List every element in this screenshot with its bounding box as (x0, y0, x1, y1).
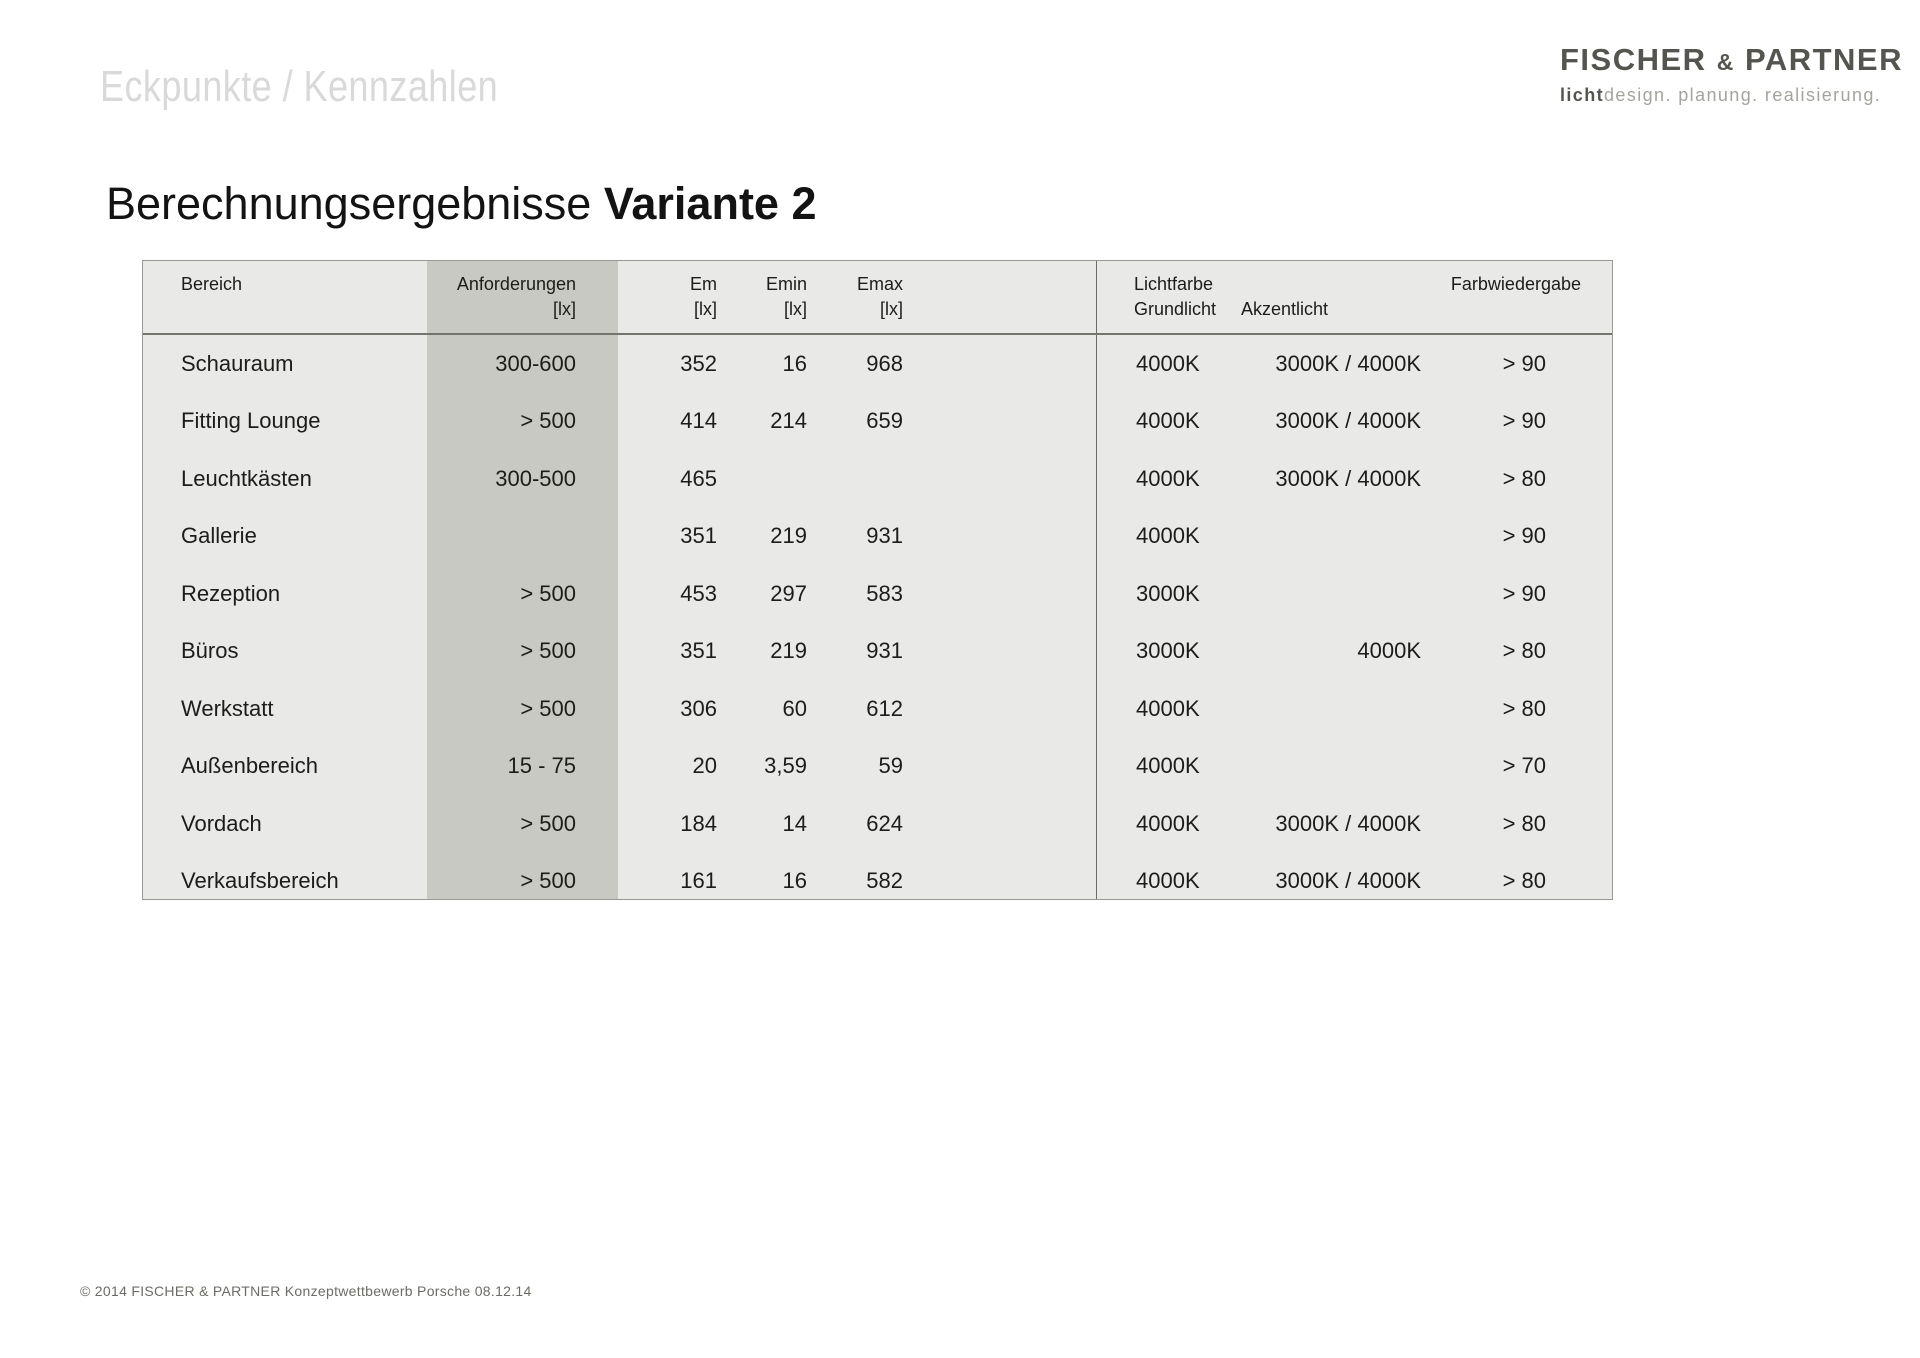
cell-bereich: Büros (181, 638, 239, 664)
cell-bereich: Verkaufsbereich (181, 868, 339, 894)
header-em-unit: [lx] (693, 299, 717, 319)
table-header-row (143, 261, 1612, 335)
cell-grundlicht: 4000K (1136, 695, 1200, 721)
header-emin (717, 272, 807, 333)
cell-akzentlicht: 3000K / 4000K (1275, 465, 1421, 491)
header-bereich: Bereich (181, 274, 243, 294)
cell-emax: 968 (866, 350, 903, 376)
header-akzentlicht (1241, 272, 1421, 333)
header-emax-unit: [lx] (879, 299, 903, 319)
cell-farbwiedergabe: > 90 (1502, 580, 1546, 606)
cell-grundlicht: 4000K (1136, 523, 1200, 549)
header-emax-line1: Emax (856, 274, 903, 294)
cell-farbwiedergabe: > 80 (1502, 810, 1546, 836)
cell-em: 161 (680, 868, 717, 894)
header-farbwiedergabe: Farbwiedergabe (1450, 274, 1581, 294)
cell-em: 414 (680, 408, 717, 434)
cell-emin: 14 (782, 810, 807, 836)
logo-tagline-rest: design. planung. realisierung. (1604, 85, 1882, 105)
cell-em: 453 (680, 580, 717, 606)
header-lichtfarbe-grundlicht (1096, 272, 1241, 333)
cell-farbwiedergabe: > 90 (1502, 523, 1546, 549)
copyright-footer: © 2014 FISCHER & PARTNER Konzeptwettbewerb Porsche 08.12.14 (80, 1283, 532, 1299)
cell-anforderungen: > 500 (520, 638, 576, 664)
logo-tagline-bold: licht (1560, 85, 1605, 105)
cell-akzentlicht: 3000K / 4000K (1275, 350, 1421, 376)
cell-emax: 624 (866, 810, 903, 836)
cell-bereich: Leuchtkästen (181, 465, 312, 491)
cell-grundlicht: 4000K (1136, 465, 1200, 491)
cell-anforderungen: > 500 (520, 810, 576, 836)
cell-bereich: Fitting Lounge (181, 408, 321, 434)
header-grundlicht: Grundlicht (1134, 299, 1217, 319)
cell-em: 352 (680, 350, 717, 376)
cell-emax: 583 (866, 580, 903, 606)
header-emax (807, 272, 903, 333)
cell-bereich: Vordach (181, 810, 262, 836)
cell-anforderungen: 300-600 (495, 350, 576, 376)
header-anforderungen (427, 272, 618, 333)
header-akzentlicht-empty-line (1241, 272, 1421, 297)
header-em-line1: Em (690, 274, 717, 294)
header-em (618, 272, 717, 333)
cell-emin: 219 (770, 638, 807, 664)
cell-anforderungen: > 500 (520, 408, 576, 434)
table-row-rezeption (143, 565, 1612, 623)
cell-akzentlicht: 3000K / 4000K (1275, 868, 1421, 894)
cell-em: 351 (680, 523, 717, 549)
table-row-schauraum (143, 335, 1612, 393)
table-row-aussenbereich (143, 738, 1612, 796)
cell-grundlicht: 3000K (1136, 580, 1200, 606)
cell-farbwiedergabe: > 80 (1502, 695, 1546, 721)
cell-em: 20 (692, 753, 717, 779)
cell-em: 306 (680, 695, 717, 721)
logo-word2: PARTNER (1744, 42, 1903, 77)
results-table (142, 260, 1613, 900)
cell-bereich: Außenbereich (181, 753, 318, 779)
logo-name (1560, 42, 1903, 78)
cell-farbwiedergabe: > 80 (1502, 465, 1546, 491)
table-row-vordach (143, 795, 1612, 853)
cell-emin: 60 (782, 695, 807, 721)
cell-grundlicht: 3000K (1136, 638, 1200, 664)
cell-emax: 931 (866, 638, 903, 664)
cell-emin: 16 (782, 350, 807, 376)
cell-emin: 297 (770, 580, 807, 606)
header-emin-unit: [lx] (783, 299, 807, 319)
cell-anforderungen: > 500 (520, 580, 576, 606)
cell-farbwiedergabe: > 80 (1502, 868, 1546, 894)
cell-grundlicht: 4000K (1136, 408, 1200, 434)
cell-grundlicht: 4000K (1136, 753, 1200, 779)
cell-emin: 3,59 (764, 753, 807, 779)
company-logo (1560, 42, 1903, 106)
cell-em: 465 (680, 465, 717, 491)
logo-ampersand: & (1716, 49, 1735, 75)
table-row-gallerie (143, 508, 1612, 566)
table-row-leuchtkaesten (143, 450, 1612, 508)
cell-anforderungen: 15 - 75 (507, 753, 576, 779)
header-akzentlicht-label: Akzentlicht (1241, 299, 1329, 319)
cell-emax: 659 (866, 408, 903, 434)
cell-em: 351 (680, 638, 717, 664)
table-row-fitting-lounge (143, 393, 1612, 451)
cell-farbwiedergabe: > 80 (1502, 638, 1546, 664)
page-title (106, 178, 817, 230)
cell-akzentlicht: 4000K (1357, 638, 1421, 664)
cell-farbwiedergabe: > 90 (1502, 408, 1546, 434)
cell-em: 184 (680, 810, 717, 836)
header-lichtfarbe: Lichtfarbe (1134, 274, 1214, 294)
cell-emin: 219 (770, 523, 807, 549)
cell-anforderungen: > 500 (520, 695, 576, 721)
header-emin-line1: Emin (765, 274, 807, 294)
table-row-werkstatt (143, 680, 1612, 738)
cell-emax: 931 (866, 523, 903, 549)
cell-farbwiedergabe: > 90 (1502, 350, 1546, 376)
slide-section-title: Eckpunkte / Kennzahlen (100, 62, 499, 111)
page-title-regular: Berechnungsergebnisse (106, 178, 592, 229)
cell-emin: 16 (782, 868, 807, 894)
header-spacer (903, 272, 1096, 333)
cell-emax: 612 (866, 695, 903, 721)
cell-grundlicht: 4000K (1136, 868, 1200, 894)
cell-emax: 582 (866, 868, 903, 894)
cell-anforderungen: 300-500 (495, 465, 576, 491)
cell-akzentlicht: 3000K / 4000K (1275, 810, 1421, 836)
cell-bereich: Werkstatt (181, 695, 274, 721)
table-row-verkaufsbereich (143, 853, 1612, 911)
cell-bereich: Rezeption (181, 580, 281, 606)
cell-anforderungen: > 500 (520, 868, 576, 894)
table-row-bueros (143, 623, 1612, 681)
cell-farbwiedergabe: > 70 (1502, 753, 1546, 779)
logo-tagline (1560, 85, 1903, 106)
cell-bereich: Gallerie (181, 523, 257, 549)
page-title-bold: Variante 2 (603, 178, 817, 229)
logo-word1: FISCHER (1560, 42, 1707, 77)
header-anforderungen-unit: [lx] (552, 299, 576, 319)
header-anforderungen-line1: Anforderungen (456, 274, 576, 294)
cell-akzentlicht: 3000K / 4000K (1275, 408, 1421, 434)
cell-emax: 59 (878, 753, 903, 779)
cell-grundlicht: 4000K (1136, 350, 1200, 376)
cell-grundlicht: 4000K (1136, 810, 1200, 836)
cell-bereich: Schauraum (181, 350, 294, 376)
cell-emin: 214 (770, 408, 807, 434)
